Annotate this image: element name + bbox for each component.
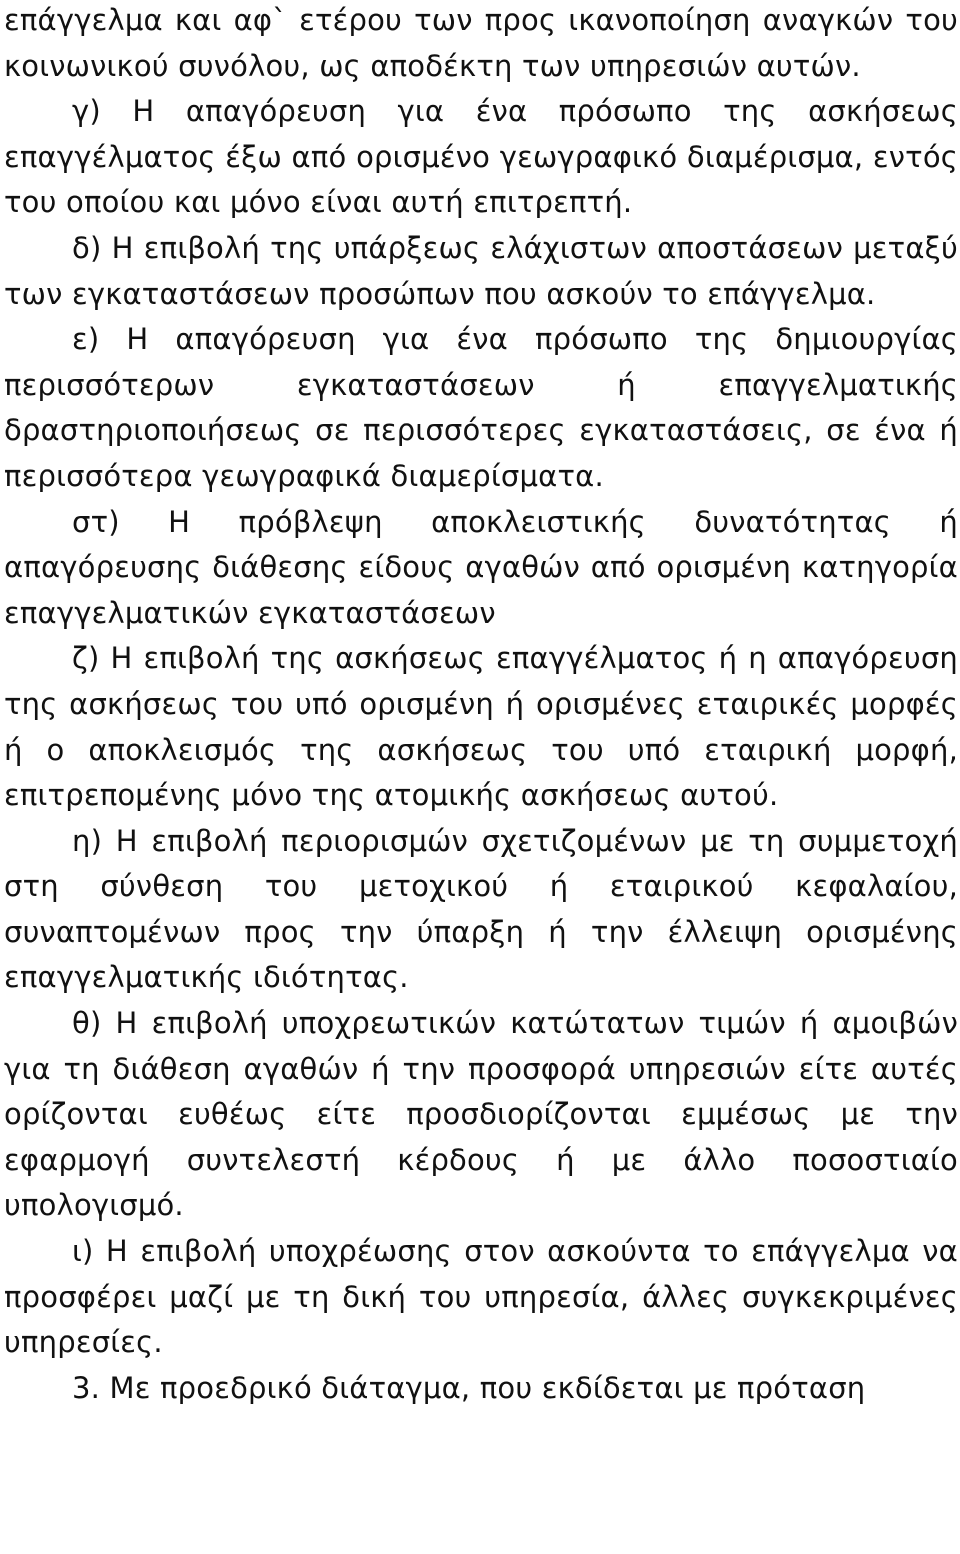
- paragraph-item-st: στ) Η πρόβλεψη αποκλειστικής δυνατότητας ή απαγόρευσης διάθεσης είδους αγαθών από ορισμένη κατηγορία επαγγελματικών εγκαταστάσεων: [4, 504, 958, 630]
- paragraph-continuation: επάγγελμα και αφ` ετέρου των προς ικανοποίηση αναγκών του κοινωνικού συνόλου, ως αποδέκτη των υπηρεσιών αυτών.: [4, 3, 958, 83]
- paragraph-item-iota: ι) Η επιβολή υποχρέωσης στον ασκούντα το επάγγελμα να προσφέρει μαζί με τη δική του υπηρεσία, άλλες συγκεκριμένες υπηρεσίες.: [4, 1234, 958, 1360]
- paragraph-item-3: 3. Με προεδρικό διάταγμα, που εκδίδεται με πρόταση: [72, 1370, 866, 1405]
- paragraph-item-g: γ) Η απαγόρευση για ένα πρόσωπο της ασκήσεως επαγγέλματος έξω από ορισμένο γεωγραφικό διαμέρισμα, εντός του οποίου και μόνο είναι αυτή επιτρεπτή.: [4, 94, 958, 220]
- paragraph-item-i: η) Η επιβολή περιορισμών σχετιζομένων με τη συμμετοχή στη σύνθεση του μετοχικού ή εταιρικού κεφαλαίου, συναπτομένων προς την ύπαρξη ή την έλλειψη ορισμένης επαγγελματικής ιδιότητας.: [4, 823, 958, 995]
- paragraph-item-d: δ) Η επιβολή της υπάρξεως ελάχιστων αποστάσεων μεταξύ των εγκαταστάσεων προσώπων που ασκούν το επάγγελμα.: [4, 230, 958, 311]
- paragraph-item-z: ζ) Η επιβολή της ασκήσεως επαγγέλματος ή η απαγόρευση της ασκήσεως του υπό ορισμένη ή ορισμένες εταιρικές μορφές ή ο αποκλεισμός της ασκήσεως του υπό εταιρική μορφή, επιτρεπομένης μόνο της ατομικής ασκήσεως αυτού.: [4, 641, 958, 813]
- paragraph-item-th: θ) Η επιβολή υποχρεωτικών κατώτατων τιμών ή αμοιβών για τη διάθεση αγαθών ή την προσφορά υπηρεσιών είτε αυτές ορίζονται ευθέως είτε προσδιορίζονται εμμέσως με την εφαρμογή συντελεστή κέρδους ή με άλλο ποσοστιαίο υπολογισμό.: [4, 1006, 958, 1223]
- paragraph-item-e: ε) Η απαγόρευση για ένα πρόσωπο της δημιουργίας περισσότερων εγκαταστάσεων ή επαγγελματικής δραστηριοποιήσεως σε περισσότερες εγκαταστάσεις, σε ένα ή περισσότερα γεωγραφικά διαμερίσματα.: [4, 322, 958, 493]
